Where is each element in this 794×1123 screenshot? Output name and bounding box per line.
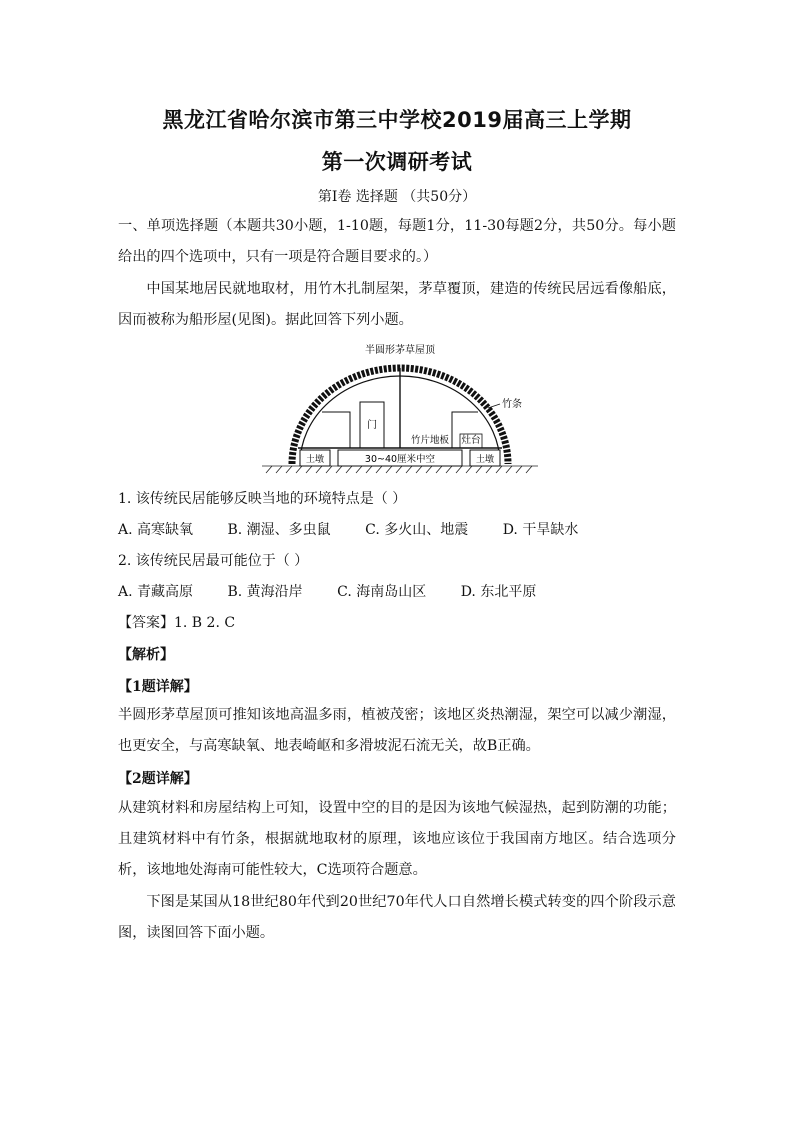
document-title: 黑龙江省哈尔滨市第三中学校2019届高三上学期 <box>162 108 632 132</box>
detail-1-label: 【1题详解】 <box>118 679 198 695</box>
q2-option-c: C. 海南岛山区 <box>337 584 427 600</box>
detail-2-text: 从建筑材料和房屋结构上可知，设置中空的目的是因为该地气候湿热，起到防潮的功能；且建筑材料中有竹条，根据就地取材的原理，该地应该位于我国南方地区。结合选项分析，该地地处海南可能性较大，C选项符合题意。 <box>118 800 676 878</box>
bamboo-label: 竹条 <box>502 399 522 410</box>
question-2-options <box>118 581 536 601</box>
document-subtitle: 第一次调研考试 <box>321 150 473 174</box>
detail-1-text: 半圆形茅草屋顶可推知该地高温多雨，植被茂密；该地区炎热潮湿，架空可以减少潮湿，也更安全，与高寒缺氧、地表崎岖和多滑坡泥石流无关，故B正确。 <box>118 707 676 754</box>
pier-right-label: 土墩 <box>475 455 495 465</box>
question-2-stem: 2. 该传统民居最可能位于（ ） <box>118 553 309 569</box>
section-heading: 第Ⅰ卷 选择题 （共50分） <box>317 189 477 205</box>
q1-option-a: A. 高寒缺氧 <box>118 522 194 538</box>
q1-option-c: C. 多火山、地震 <box>365 522 469 538</box>
q1-option-d: D. 干旱缺水 <box>502 522 579 538</box>
roof-label: 半圆形茅草屋顶 <box>365 345 435 356</box>
boat-house-diagram <box>262 340 538 474</box>
stove-label: 灶台 <box>461 435 481 446</box>
floor-label: 竹片地板 <box>410 435 450 446</box>
instructions-paragraph: 一、单项选择题（本题共30小题，1-10题，每题1分，11-30每题2分，共50分。每小题给出的四个选项中，只有一项是符合题目要求的。） <box>118 218 676 265</box>
analysis-label: 【解析】 <box>118 647 174 663</box>
passage-1: 中国某地居民就地取材，用竹木扎制屋架，茅草覆顶，建造的传统民居远看像船底，因而被称为船形屋(见图)。据此回答下列小题。 <box>118 281 676 328</box>
answer-line: 【答案】1. B 2. C <box>118 615 236 631</box>
question-1-stem: 1. 该传统民居能够反映当地的环境特点是（ ） <box>118 491 407 507</box>
gap-label: 30~40厘米中空 <box>364 454 436 465</box>
ground-hatch <box>262 466 538 473</box>
q2-option-a: A. 青藏高原 <box>118 584 194 600</box>
pier-left-label: 土墩 <box>305 455 325 465</box>
passage-2: 下图是某国从18世纪80年代到20世纪70年代人口自然增长模式转变的四个阶段示意图，读图回答下面小题。 <box>118 894 676 941</box>
detail-2-label: 【2题详解】 <box>118 771 198 787</box>
door-label: 门 <box>367 420 377 431</box>
q2-option-b: B. 黄海沿岸 <box>227 584 303 600</box>
question-1-options <box>118 519 578 539</box>
q1-option-b: B. 潮湿、多虫鼠 <box>227 522 331 538</box>
q2-option-d: D. 东北平原 <box>460 584 537 600</box>
